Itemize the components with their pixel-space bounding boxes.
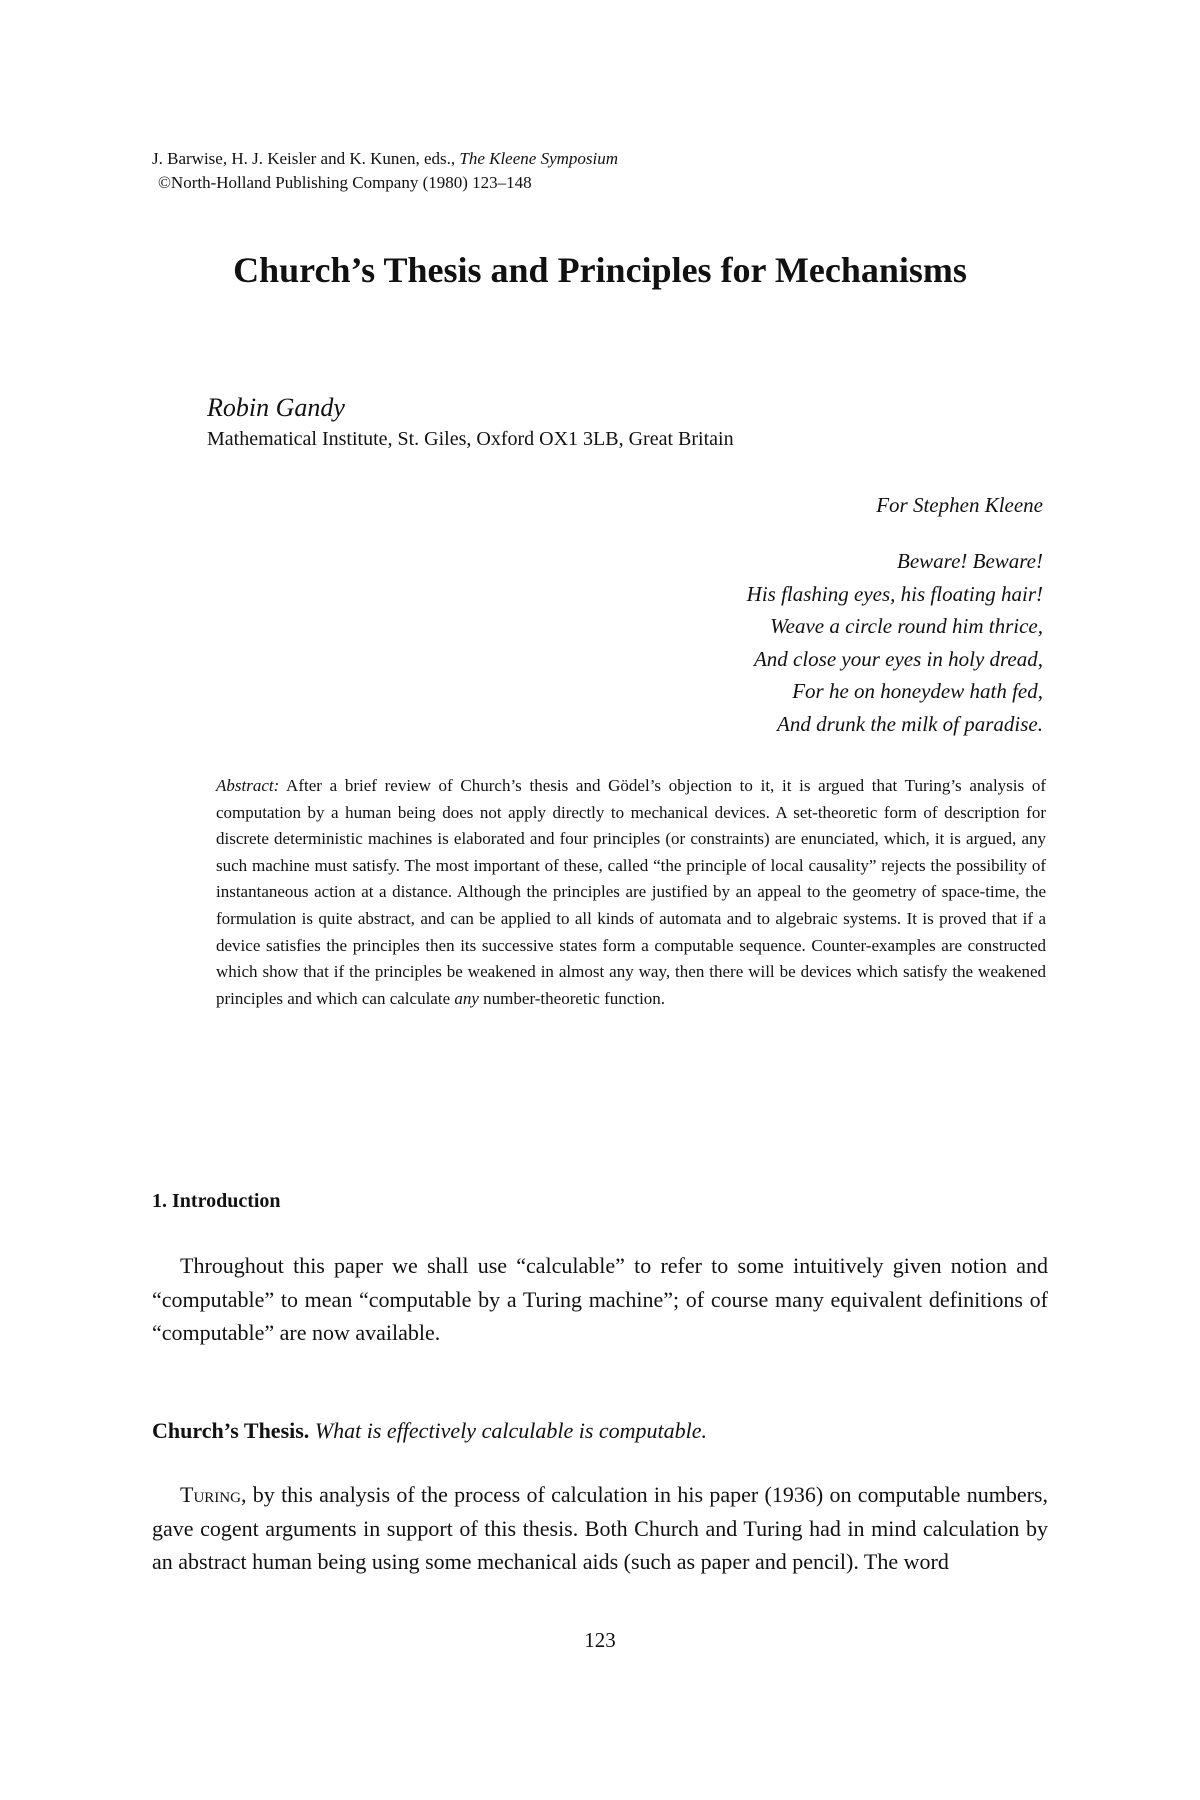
author-affiliation: Mathematical Institute, St. Giles, Oxford OX1 3LB, Great Britain (207, 428, 734, 450)
smallcaps-name: Turing (180, 1482, 241, 1507)
epigraph (747, 545, 1043, 740)
epigraph-line: Weave a circle round him thrice, (770, 614, 1043, 638)
epigraph-line: Beware! Beware! (897, 549, 1043, 573)
citation-book-title: The Kleene Symposium (459, 149, 619, 168)
abstract-text-end: number-theoretic function. (478, 988, 666, 1008)
epigraph-line: His flashing eyes, his floating hair! (746, 581, 1043, 606)
thesis-text: What is effectively calculable is computable. (309, 1418, 708, 1443)
page-number: 123 (584, 1628, 616, 1652)
abstract (216, 773, 1046, 1012)
epigraph-line: For he on honeydew hath fed, (792, 679, 1043, 703)
copyright-line: ©North-Holland Publishing Company (1980) 123–148 (158, 173, 532, 192)
body-paragraph-text: , by this analysis of the process of calculation in his paper (1936) on computable numbers, gave cogent arguments in support of this thesis. Both Church and Turing had in mind calculation by an abstract human being using some mechanical aids (such as paper and pencil). The word (152, 1482, 1048, 1574)
section-heading: 1. Introduction (152, 1190, 281, 1212)
abstract-text: After a brief review of Church’s thesis and Gödel’s objection to it, it is argued that Turing’s analysis of computation by a human being does not apply directly to mechanical devices. A set-theoretic form of description for discrete deterministic machines is elaborated and four principles (or constraints) are enunciated, which, it is argued, any such machine must satisfy. The most important of these, called “the principle of local causality” rejects the possibility of instantaneous action at a distance. Although the principles are justified by an appeal to the geometry of space-time, the formulation is quite abstract, and can be applied to all kinds of automata and to algebraic systems. It is proved that if a device satisfies the principles then its successive states form a computable sequence. Counter-examples are constructed which show that if the principles be weakened in almost any way, then there will be devices which satisfy the weakened principles and which can calculate (216, 776, 1046, 1008)
citation-line (152, 148, 618, 170)
paper-title: Church’s Thesis and Principles for Mechanisms (233, 250, 967, 290)
author-name: Robin Gandy (207, 393, 345, 422)
abstract-emphasis: any (454, 988, 479, 1008)
thesis-label: Church’s Thesis. (152, 1418, 310, 1443)
abstract-label: Abstract: (216, 776, 280, 795)
epigraph-line: And close your eyes in holy dread, (753, 646, 1043, 671)
body-paragraph: Throughout this paper we shall use “calculable” to refer to some intuitively given notion and “computable” to mean “computable by a Turing machine”; of course many equivalent definitions of “computable” are now available. (152, 1253, 1048, 1345)
citation-editors: J. Barwise, H. J. Keisler and K. Kunen, eds., (152, 149, 460, 168)
epigraph-line: And drunk the milk of paradise. (777, 711, 1043, 736)
thesis-statement (152, 1414, 1048, 1448)
dedication: For Stephen Kleene (876, 493, 1043, 517)
body-paragraph (152, 1478, 1048, 1579)
